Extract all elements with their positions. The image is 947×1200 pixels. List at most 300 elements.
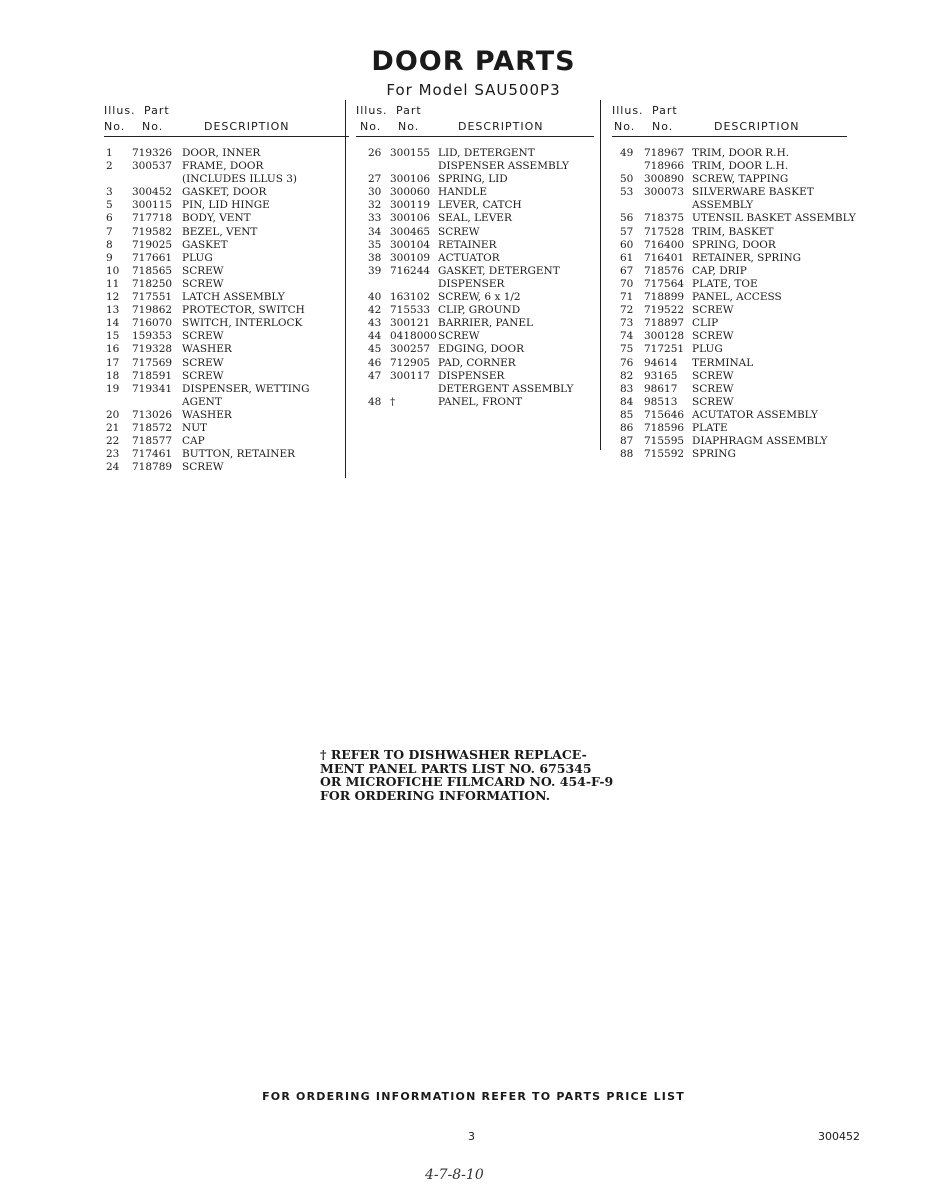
illus-number: 9 (106, 251, 113, 264)
parts-row (104, 396, 349, 409)
note-line: MENT PANEL PARTS LIST NO. 675345 (320, 760, 592, 776)
column-header (612, 100, 847, 137)
illus-number: 83 (620, 382, 634, 395)
part-description: CLIP, GROUND (438, 304, 521, 317)
part-description: SCREW (182, 461, 224, 474)
part-number: 300106 (390, 173, 431, 186)
part-description: SPRING, DOOR (692, 238, 776, 251)
part-number: 717528 (644, 225, 685, 238)
part-description: DISPENSER (438, 369, 505, 382)
illus-number: 12 (106, 291, 120, 304)
part-description: LATCH ASSEMBLY (182, 291, 285, 304)
part-description: DOOR, INNER (182, 147, 261, 159)
illus-number: 75 (620, 343, 634, 356)
parts-row (612, 317, 847, 330)
illus-number: 86 (620, 421, 634, 434)
part-number: † (390, 395, 396, 408)
parts-row (612, 304, 847, 317)
part-number: 98617 (644, 382, 678, 395)
illus-number: 27 (368, 173, 382, 186)
part-number: 716244 (390, 264, 431, 277)
column-header (104, 100, 349, 137)
part-number: 163102 (390, 291, 431, 304)
page-title: DOOR PARTS (371, 46, 576, 77)
parts-column-2 (356, 100, 594, 409)
note-line: OR MICROFICHE FILMCARD NO. 454-F-9 (320, 774, 614, 789)
part-description: SCREW (692, 382, 734, 395)
part-description: SCREW (182, 369, 224, 382)
part-description: DISPENSER (438, 277, 505, 290)
parts-row (612, 278, 847, 291)
part-description: SWITCH, INTERLOCK (182, 317, 303, 330)
part-number: 300117 (390, 369, 431, 382)
parts-row (356, 370, 594, 383)
parts-row (104, 278, 349, 291)
part-number: 719025 (132, 238, 173, 251)
illus-number: 18 (106, 369, 120, 382)
illus-number: 22 (106, 435, 120, 448)
part-description: SEAL, LEVER (438, 212, 512, 225)
parts-list (356, 137, 594, 409)
part-description: LID, DETERGENT (438, 147, 535, 159)
part-description: PLUG (692, 343, 723, 356)
part-description: GASKET, DOOR (182, 186, 267, 199)
parts-column-1 (104, 100, 349, 474)
part-description: SCREW, TAPPING (692, 173, 789, 186)
part-number: 300155 (390, 147, 431, 159)
parts-row (356, 396, 594, 409)
illus-number: 47 (368, 369, 382, 382)
illus-number: 2 (106, 160, 113, 173)
part-description: SCREW (692, 369, 734, 382)
ordering-footer: FOR ORDERING INFORMATION REFER TO PARTS PRICE LIST (262, 1090, 685, 1103)
illus-number: 73 (620, 317, 634, 330)
column-divider (345, 100, 346, 478)
illus-number: 82 (620, 369, 634, 382)
parts-row (356, 252, 594, 265)
parts-row (104, 239, 349, 252)
illus-number: 38 (368, 251, 382, 264)
model-subtitle: For Model SAU500P3 (386, 81, 561, 99)
part-number: 98513 (644, 395, 678, 408)
illus-number: 45 (368, 343, 382, 356)
part-description: GASKET, DETERGENT (438, 264, 560, 277)
part-number: 715592 (644, 448, 685, 461)
illus-number: 1 (106, 147, 113, 159)
parts-row (356, 239, 594, 252)
page-number: 3 (468, 1130, 475, 1143)
part-number: 300128 (644, 330, 685, 343)
illus-number: 19 (106, 382, 120, 395)
part-number: 718789 (132, 461, 173, 474)
part-no-header: No. (142, 120, 164, 133)
parts-row (104, 265, 349, 278)
part-description: SCREW (182, 356, 224, 369)
part-description: CAP, DRIP (692, 264, 747, 277)
part-number: 716070 (132, 317, 173, 330)
part-number: 717564 (644, 277, 685, 290)
part-number: 717661 (132, 251, 173, 264)
illus-number: 40 (368, 291, 382, 304)
illus-no-header: No. (360, 120, 382, 133)
parts-row (612, 212, 856, 225)
parts-row (104, 343, 349, 356)
illus-number: 15 (106, 330, 120, 343)
part-number: 715533 (390, 304, 431, 317)
illus-number: 56 (620, 212, 634, 225)
part-number: 300060 (390, 186, 431, 199)
parts-row (612, 448, 847, 461)
illus-number: 34 (368, 225, 382, 238)
parts-row (104, 186, 349, 199)
part-number: 717718 (132, 212, 173, 225)
part-number: 93165 (644, 369, 678, 382)
illus-header-top: Illus. (612, 104, 644, 117)
part-number: 717551 (132, 291, 173, 304)
handwritten-note: 4-7-8-10 (425, 1167, 484, 1183)
parts-row (356, 330, 594, 343)
part-description: GASKET (182, 238, 228, 251)
part-number: 719326 (132, 147, 173, 159)
part-number: 300257 (390, 343, 431, 356)
part-description: AGENT (182, 395, 222, 408)
part-description: DIAPHRAGM ASSEMBLY (692, 435, 828, 448)
illus-number: 57 (620, 225, 634, 238)
part-number: 300115 (132, 199, 173, 212)
part-number: 715595 (644, 435, 685, 448)
parts-row (104, 173, 349, 186)
illus-header-top: Illus. (356, 104, 388, 117)
illus-number: 84 (620, 395, 634, 408)
illus-number: 46 (368, 356, 382, 369)
part-number: 718576 (644, 264, 685, 277)
part-number: 300890 (644, 173, 685, 186)
parts-row (612, 199, 847, 212)
part-number: 718375 (644, 212, 685, 225)
illus-number: 50 (620, 173, 634, 186)
part-number: 718899 (644, 291, 685, 304)
illus-number: 67 (620, 264, 634, 277)
part-description: DISPENSER, WETTING (182, 382, 310, 395)
parts-column-3 (612, 100, 856, 461)
part-number: 94614 (644, 356, 678, 369)
illus-number: 72 (620, 304, 634, 317)
part-description: (INCLUDES ILLUS 3) (182, 173, 298, 186)
part-description: WASHER (182, 408, 232, 421)
part-description: SCREW (182, 264, 224, 277)
part-number: 718967 (644, 147, 685, 159)
illus-no-header: No. (614, 120, 636, 133)
parts-row (612, 226, 847, 239)
parts-row (104, 304, 349, 317)
part-number: 718572 (132, 421, 173, 434)
illus-number: 23 (106, 448, 120, 461)
part-number: 718577 (132, 435, 173, 448)
column-header (356, 100, 594, 137)
part-description: DETERGENT ASSEMBLY (438, 382, 574, 395)
parts-row (104, 435, 349, 448)
description-header: DESCRIPTION (204, 120, 290, 133)
parts-row (612, 330, 847, 343)
parts-row (104, 147, 349, 160)
note-line: FOR ORDERING INFORMATION. (320, 787, 551, 803)
parts-row (356, 160, 594, 173)
illus-number: 61 (620, 251, 634, 264)
illus-number: 32 (368, 199, 382, 212)
illus-number: 74 (620, 330, 634, 343)
parts-row (104, 409, 349, 422)
illus-number: 85 (620, 408, 634, 421)
part-description: SCREW, 6 x 1/2 (438, 291, 521, 304)
parts-row (104, 160, 349, 173)
part-number: 300106 (390, 212, 431, 225)
parts-row (612, 409, 847, 422)
parts-row (104, 370, 349, 383)
part-description: SCREW (182, 330, 224, 343)
illus-number: 7 (106, 225, 113, 238)
illus-number: 30 (368, 186, 382, 199)
part-number: 719522 (644, 304, 685, 317)
part-description: PROTECTOR, SWITCH (182, 304, 305, 317)
part-description: ACTUATOR (438, 251, 500, 264)
parts-row (104, 422, 349, 435)
part-description: SCREW (692, 304, 734, 317)
illus-number: 11 (106, 277, 120, 290)
column-divider (600, 100, 601, 450)
illus-number: 60 (620, 238, 634, 251)
illus-number: 3 (106, 186, 113, 199)
illus-number: 16 (106, 343, 120, 356)
parts-row (104, 357, 349, 370)
parts-row (612, 265, 847, 278)
description-header: DESCRIPTION (714, 120, 800, 133)
part-description: LEVER, CATCH (438, 199, 522, 212)
parts-row (104, 330, 349, 343)
part-description: PIN, LID HINGE (182, 199, 270, 212)
parts-row (612, 396, 847, 409)
parts-row (612, 383, 847, 396)
parts-row (104, 461, 349, 474)
parts-row (104, 199, 349, 212)
parts-row (612, 173, 847, 186)
parts-row (356, 291, 594, 304)
part-description: SCREW (692, 395, 734, 408)
part-description: PANEL, ACCESS (692, 291, 782, 304)
part-number: 300121 (390, 317, 431, 330)
part-number: 718966 (644, 160, 685, 173)
illus-number: 35 (368, 238, 382, 251)
parts-row (356, 186, 594, 199)
part-header-top: Part (144, 104, 170, 117)
part-number: 300109 (390, 251, 431, 264)
parts-row (356, 317, 594, 330)
parts-row (612, 422, 847, 435)
part-number: 717251 (644, 343, 685, 356)
illus-header-top: Illus. (104, 104, 136, 117)
parts-row (356, 343, 594, 356)
parts-row (356, 226, 594, 239)
illus-number: 88 (620, 448, 634, 461)
part-number: 300104 (390, 238, 431, 251)
part-description: EDGING, DOOR (438, 343, 525, 356)
part-number: 716401 (644, 251, 685, 264)
illus-number: 14 (106, 317, 120, 330)
illus-number: 42 (368, 304, 382, 317)
illus-number: 44 (368, 330, 382, 343)
parts-list (104, 137, 349, 474)
part-no-header: No. (652, 120, 674, 133)
part-number: 718591 (132, 369, 173, 382)
illus-number: 8 (106, 238, 113, 251)
part-description: SCREW (438, 330, 480, 343)
part-description: SCREW (692, 330, 734, 343)
illus-number: 53 (620, 186, 634, 199)
parts-row (104, 226, 349, 239)
part-description: PLUG (182, 251, 213, 264)
part-number: 716400 (644, 238, 685, 251)
part-description: SILVERWARE BASKET (692, 186, 814, 199)
illus-number: 39 (368, 264, 382, 277)
parts-row (612, 239, 847, 252)
parts-row (612, 343, 847, 356)
parts-row (356, 147, 594, 160)
illus-number: 20 (106, 408, 120, 421)
illus-no-header: No. (104, 120, 126, 133)
parts-row (356, 265, 594, 278)
parts-row (104, 383, 349, 396)
part-description: SCREW (438, 225, 480, 238)
part-number: 719862 (132, 304, 173, 317)
part-description: PAD, CORNER (438, 356, 516, 369)
parts-row (612, 147, 847, 160)
parts-row (104, 317, 349, 330)
part-description: TRIM, DOOR R.H. (692, 147, 790, 159)
parts-row (612, 160, 847, 173)
part-number: 300119 (390, 199, 431, 212)
parts-row (104, 252, 349, 265)
part-description: FRAME, DOOR (182, 160, 264, 173)
part-number: 717461 (132, 448, 173, 461)
part-description: PLATE (692, 421, 728, 434)
illus-number: 71 (620, 291, 634, 304)
part-number: 712905 (390, 356, 431, 369)
illus-number: 70 (620, 277, 634, 290)
part-number: 300073 (644, 186, 685, 199)
illus-number: 24 (106, 461, 120, 474)
part-number: 300537 (132, 160, 173, 173)
replacement-panel-note (320, 748, 620, 802)
part-description: RETAINER, SPRING (692, 251, 802, 264)
part-number: 719341 (132, 382, 173, 395)
part-number: 719582 (132, 225, 173, 238)
illus-number: 6 (106, 212, 113, 225)
note-line: † REFER TO DISHWASHER REPLACE- (320, 747, 587, 762)
part-header-top: Part (396, 104, 422, 117)
parts-row (612, 186, 847, 199)
part-description: BUTTON, RETAINER (182, 448, 296, 461)
part-description: BODY, VENT (182, 212, 251, 225)
part-description: BEZEL, VENT (182, 225, 258, 238)
parts-list (612, 137, 856, 461)
parts-row (104, 212, 349, 225)
part-number: 718596 (644, 421, 685, 434)
part-header-top: Part (652, 104, 678, 117)
part-description: SPRING, LID (438, 173, 508, 186)
part-number: 0418000 (390, 330, 437, 343)
part-number: 713026 (132, 408, 173, 421)
part-number: 715646 (644, 408, 685, 421)
illus-number: 43 (368, 317, 382, 330)
part-description: TRIM, DOOR L.H. (692, 160, 789, 173)
illus-number: 21 (106, 421, 120, 434)
illus-number: 87 (620, 435, 634, 448)
parts-row (356, 173, 594, 186)
part-description: SCREW (182, 277, 224, 290)
parts-row (104, 448, 349, 461)
illus-number: 76 (620, 356, 634, 369)
illus-number: 33 (368, 212, 382, 225)
part-description: ACUTATOR ASSEMBLY (692, 408, 818, 421)
parts-row (356, 357, 594, 370)
parts-row (612, 357, 847, 370)
part-number: 718250 (132, 277, 173, 290)
part-number: 717569 (132, 356, 173, 369)
part-description: DISPENSER ASSEMBLY (438, 160, 569, 173)
part-description: HANDLE (438, 186, 487, 199)
part-description: CLIP (692, 317, 719, 330)
part-number: 718565 (132, 264, 173, 277)
part-number: 719328 (132, 343, 173, 356)
parts-row (612, 435, 847, 448)
part-no-header: No. (398, 120, 420, 133)
illus-number: 17 (106, 356, 120, 369)
part-description: WASHER (182, 343, 232, 356)
part-description: RETAINER (438, 238, 497, 251)
parts-row (104, 291, 349, 304)
parts-row (356, 383, 594, 396)
document-number: 300452 (818, 1130, 860, 1143)
illus-number: 5 (106, 199, 113, 212)
part-number: 300452 (132, 186, 173, 199)
part-description: BARRIER, PANEL (438, 317, 534, 330)
part-description: PANEL, FRONT (438, 395, 523, 408)
part-description: CAP (182, 435, 205, 448)
illus-number: 48 (368, 395, 382, 408)
part-description: TERMINAL (692, 356, 754, 369)
part-description: NUT (182, 421, 208, 434)
part-description: SPRING (692, 448, 736, 461)
illus-number: 13 (106, 304, 120, 317)
part-description: UTENSIL BASKET ASSEMBLY (692, 212, 856, 225)
parts-row (612, 291, 847, 304)
parts-row (356, 278, 594, 291)
parts-row (356, 199, 594, 212)
parts-row (356, 212, 594, 225)
part-description: PLATE, TOE (692, 277, 758, 290)
part-description: ASSEMBLY (692, 199, 754, 212)
parts-row (612, 252, 847, 265)
illus-number: 10 (106, 264, 120, 277)
part-description: TRIM, BASKET (692, 225, 774, 238)
part-number: 718897 (644, 317, 685, 330)
part-number: 300465 (390, 225, 431, 238)
parts-row (612, 370, 847, 383)
illus-number: 26 (368, 147, 382, 159)
part-number: 159353 (132, 330, 173, 343)
illus-number: 49 (620, 147, 634, 159)
description-header: DESCRIPTION (458, 120, 544, 133)
parts-row (356, 304, 594, 317)
